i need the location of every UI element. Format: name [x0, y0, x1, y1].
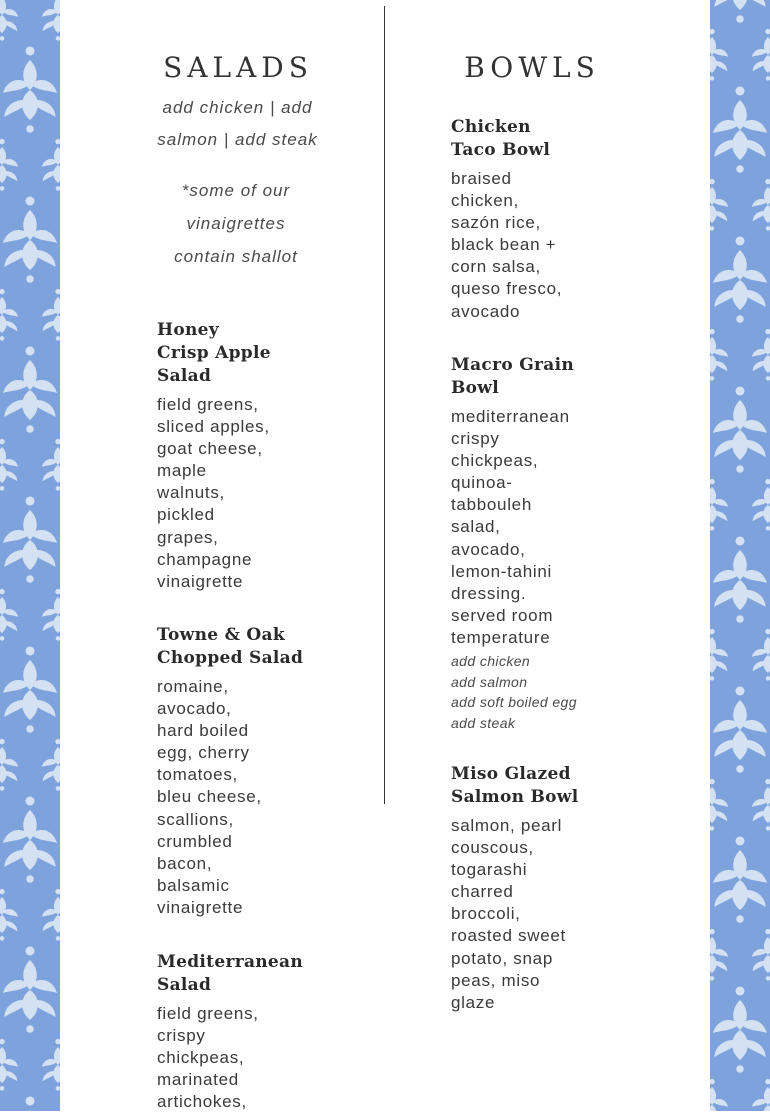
damask-border-right: [710, 0, 770, 1111]
menu-item-chicken-taco-bowl: [451, 116, 581, 323]
menu-item-miso-glazed-salmon-bowl: [451, 763, 591, 1014]
item-description: braised chicken, sazón rice, black bean + corn salsa, queso fresco, avocado: [451, 169, 563, 321]
addon-option: add soft boiled egg: [451, 694, 577, 711]
item-title: Macro Grain Bowl: [451, 355, 575, 398]
menu-item-macro-grain-bowl: [451, 354, 591, 733]
damask-pattern-right: [710, 0, 770, 1111]
item-title: Towne & Oak Chopped Salad: [157, 625, 304, 668]
shallot-note: *some of our vinaigrettes contain shallot: [174, 181, 298, 266]
salads-heading: SALADS: [163, 51, 313, 85]
bowls-heading: BOWLS: [464, 51, 600, 85]
addon-option: add salmon: [451, 673, 528, 690]
item-title: Chicken Taco Bowl: [451, 117, 551, 160]
salads-addons-note: add chicken | add salmon | add steak: [157, 98, 318, 149]
item-description: field greens, crispy chickpeas, marinated artichokes,: [157, 1004, 259, 1112]
addon-option: add chicken: [451, 653, 531, 670]
item-description: field greens, sliced apples, goat cheese, maple walnuts, pickled grapes, champagne vinaigrette: [157, 395, 270, 591]
menu-item-mediterranean-salad: [157, 951, 307, 1113]
damask-border-left: [0, 0, 60, 1111]
item-title: Honey Crisp Apple Salad: [157, 320, 271, 386]
item-description: salmon, pearl couscous, togarashi charred broccoli, roasted sweet potato, snap peas, miso glaze: [451, 816, 566, 1012]
menu-item-honey-crisp-apple-salad: [157, 319, 277, 593]
addon-option: add steak: [451, 714, 516, 731]
item-title: Mediterranean Salad: [157, 952, 304, 995]
item-addons: [451, 651, 591, 733]
item-title: Miso Glazed Salmon Bowl: [451, 764, 579, 807]
item-description: mediterranean crispy chickpeas, quinoa-tabbouleh salad, avocado, lemon-tahini dressing. served room temperature: [451, 407, 570, 647]
item-description: romaine, avocado, hard boiled egg, cherry tomatoes, bleu cheese, scallions, crumbled bacon, balsamic vinaigrette: [157, 677, 262, 917]
column-divider: [384, 6, 385, 804]
damask-pattern-left: [0, 0, 60, 1111]
menu-item-towne-oak-chopped-salad: [157, 624, 307, 919]
